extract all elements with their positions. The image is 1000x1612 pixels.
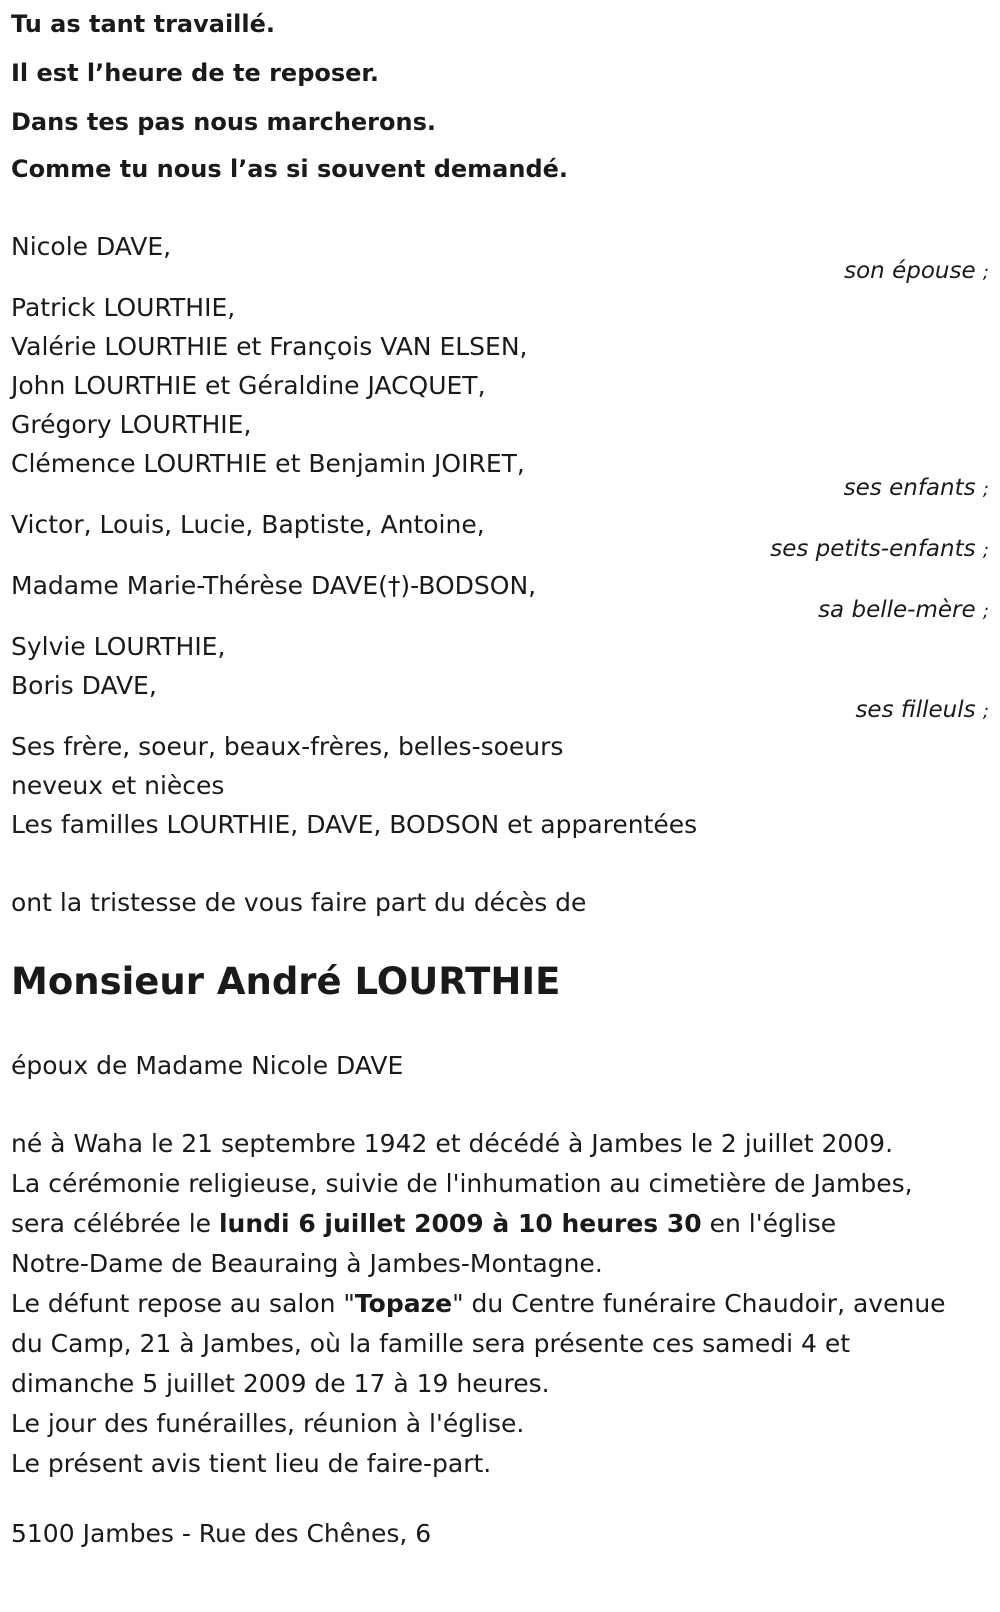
semicolon: ; — [982, 601, 989, 622]
relation-label: ses filleuls — [855, 697, 976, 723]
other-relatives: Les familles LOURTHIE, DAVE, BODSON et apparentées — [11, 810, 698, 839]
deceased-name: Monsieur André LOURTHIE — [11, 960, 561, 1003]
godchild-name: Boris DAVE, — [11, 671, 157, 700]
details-line: né à Waha le 21 septembre 1942 et décédé à Jambes le 2 juillet 2009. — [11, 1129, 894, 1158]
mother-in-law-name: Madame Marie-Thérèse DAVE(†)-BODSON, — [11, 571, 537, 600]
grandchildren-names: Victor, Louis, Lucie, Baptiste, Antoine, — [11, 510, 485, 539]
text: Le défunt repose au salon " — [11, 1289, 355, 1318]
semicolon: ; — [982, 540, 989, 561]
child-name: Valérie LOURTHIE et François VAN ELSEN, — [11, 332, 528, 361]
semicolon: ; — [982, 479, 989, 500]
details-line: du Camp, 21 à Jambes, où la famille sera présente ces samedi 4 et — [11, 1329, 851, 1358]
details-line: La cérémonie religieuse, suivie de l'inhumation au cimetière de Jambes, — [11, 1169, 913, 1198]
godchildren-relation — [855, 695, 989, 727]
details-line — [11, 1204, 991, 1244]
semicolon: ; — [982, 262, 989, 283]
text: en l'église — [701, 1209, 837, 1238]
relation-label: sa belle-mère — [818, 597, 976, 623]
grandchildren-relation — [770, 534, 989, 566]
salon-name: Topaze — [354, 1289, 453, 1318]
child-name: Patrick LOURTHIE, — [11, 293, 236, 322]
semicolon: ; — [982, 701, 989, 722]
children-relation — [844, 473, 989, 505]
funeral-details — [11, 1124, 991, 1484]
address: 5100 Jambes - Rue des Chênes, 6 — [11, 1519, 432, 1548]
relation-label: son épouse — [844, 258, 976, 284]
details-line: Le jour des funérailles, réunion à l'église. — [11, 1409, 525, 1438]
poem-line: Il est l’heure de te reposer. — [11, 59, 379, 87]
announcement: ont la tristesse de vous faire part du décès de — [11, 888, 587, 917]
child-name: Grégory LOURTHIE, — [11, 410, 252, 439]
child-name: Clémence LOURTHIE et Benjamin JOIRET, — [11, 449, 525, 478]
spouse-relation — [844, 256, 989, 288]
details-line: Le présent avis tient lieu de faire-part. — [11, 1449, 492, 1478]
text: " du Centre funéraire Chaudoir, avenue — [452, 1289, 946, 1318]
ceremony-date: lundi 6 juillet 2009 à 10 heures 30 — [218, 1209, 702, 1238]
relation-label: ses petits-enfants — [770, 536, 976, 562]
spouse-of: époux de Madame Nicole DAVE — [11, 1051, 404, 1080]
mother-in-law-relation — [818, 595, 989, 627]
child-name: John LOURTHIE et Géraldine JACQUET, — [11, 371, 486, 400]
text: sera célébrée le — [11, 1209, 219, 1238]
details-line — [11, 1284, 991, 1324]
poem-line: Comme tu nous l’as si souvent demandé. — [11, 155, 569, 183]
details-line: Notre-Dame de Beauraing à Jambes-Montagne. — [11, 1249, 603, 1278]
relation-label: ses enfants — [843, 475, 976, 501]
other-relatives: neveux et nièces — [11, 771, 225, 800]
poem-line: Dans tes pas nous marcherons. — [11, 108, 436, 136]
spouse-name: Nicole DAVE, — [11, 232, 172, 261]
godchild-name: Sylvie LOURTHIE, — [11, 632, 226, 661]
poem-line: Tu as tant travaillé. — [11, 10, 276, 38]
details-line: dimanche 5 juillet 2009 de 17 à 19 heures. — [11, 1369, 550, 1398]
other-relatives: Ses frère, soeur, beaux-frères, belles-soeurs — [11, 732, 564, 761]
